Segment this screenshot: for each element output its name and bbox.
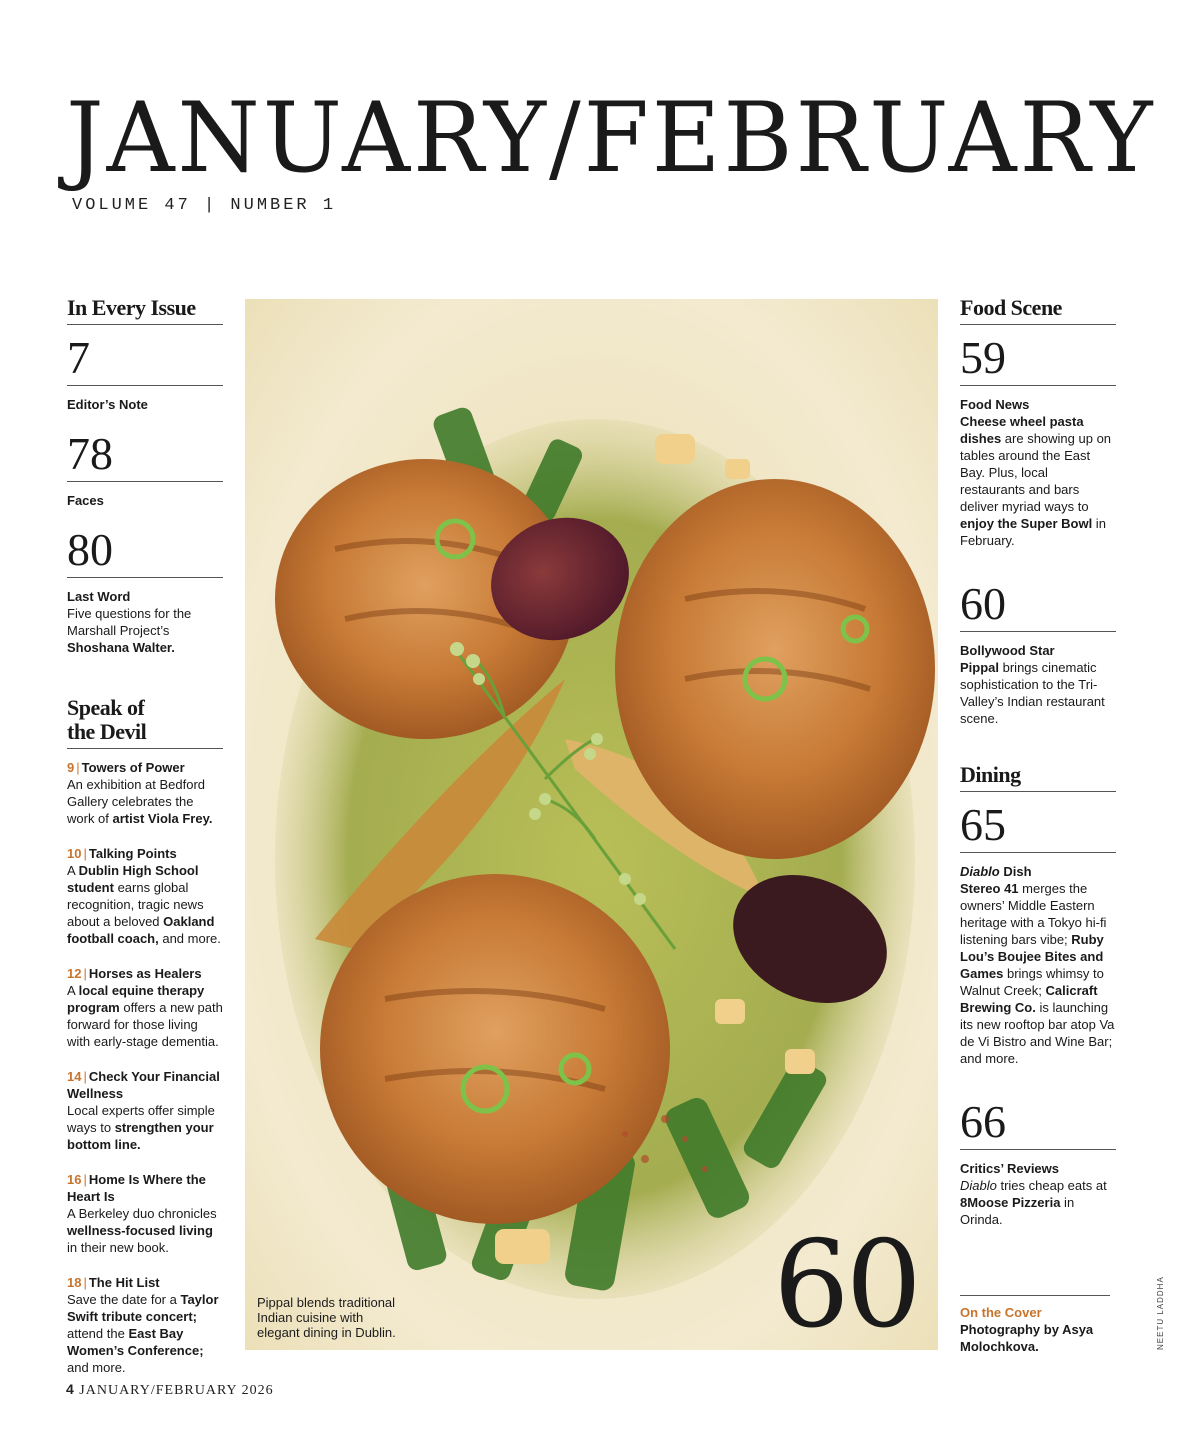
toc-entry[interactable]	[960, 578, 1116, 727]
cover-label: On the Cover	[960, 1305, 1042, 1320]
page-number: 10	[67, 846, 82, 861]
volume-number: VOLUME 47 | NUMBER 1	[72, 196, 337, 215]
page-number: 78	[67, 431, 223, 482]
page-number: 65	[960, 802, 1116, 853]
entry-title: Editor’s Note	[67, 397, 148, 412]
entry-title: Critics’ Reviews	[960, 1161, 1059, 1176]
page-number: 16	[67, 1172, 82, 1187]
entry-body: Pippal brings cinematic sophistication to the Tri-Valley’s Indian restaurant scene.	[960, 660, 1105, 726]
entry-title: Talking Points	[88, 846, 177, 861]
page-number: 60	[960, 581, 1116, 632]
toc-entry[interactable]	[67, 428, 223, 509]
folio-text: JANUARY/FEBRUARY 2026	[79, 1383, 274, 1398]
entry-title: The Hit List	[88, 1275, 160, 1290]
toc-entry[interactable]: 18 | The Hit List Save the date for a Taylor Swift tribute concert; attend the East Bay Women’s Conference; and more.	[67, 1275, 219, 1375]
entry-title: Last Word	[67, 589, 131, 604]
entry-body: Diablo tries cheap eats at 8Moose Pizzeria in Orinda.	[960, 1178, 1107, 1227]
photo-page-number[interactable]: 60	[773, 1216, 918, 1350]
page-number: 18	[67, 1275, 82, 1290]
entry-body: Stereo 41 merges the owners’ Middle Eastern heritage with a Tokyo hi-fi listening bars vibe; Ruby Lou’s Boujee Bites and Games brings whimsy to Walnut Creek; Calicraft Brewing Co. is launching its new rooftop bar atop Va de Vi Bistro and Wine Bar; and more.	[960, 881, 1115, 1066]
page-folio	[66, 1381, 274, 1399]
cover-credit: Photography by Asya Molochkova.	[960, 1322, 1094, 1354]
section-heading-speak-of-the-devil: Speak of the Devil	[67, 696, 223, 749]
page-number: 59	[960, 335, 1116, 386]
right-column	[960, 296, 1116, 1246]
left-column	[67, 296, 223, 1394]
toc-entry[interactable]: 10 | Talking Points A Dublin High School student earns global recognition, tragic news about a beloved Oakland football coach, and more.	[67, 846, 221, 946]
page-number: 7	[67, 335, 223, 386]
folio-page-number: 4	[66, 1381, 75, 1397]
entry-title: Faces	[67, 493, 104, 508]
page-number: 14	[67, 1069, 82, 1084]
cover-food-photo	[245, 299, 938, 1350]
scallops-illustration	[245, 299, 938, 1350]
section-heading-dining: Dining	[960, 763, 1116, 792]
entry-title: Food News	[960, 397, 1030, 412]
page-number: 80	[67, 527, 223, 578]
toc-entry[interactable]: 16 | Home Is Where the Heart Is A Berkeley duo chronicles wellness-focused living in their new book.	[67, 1172, 217, 1255]
toc-entry[interactable]	[67, 332, 223, 413]
page-number: 9	[67, 760, 75, 775]
on-the-cover	[960, 1295, 1110, 1355]
toc-entry[interactable]	[960, 799, 1116, 1067]
photo-caption: Pippal blends traditional Indian cuisine with elegant dining in Dublin.	[257, 1295, 396, 1340]
entry-title: Bollywood Star	[960, 643, 1055, 658]
page-number: 66	[960, 1099, 1116, 1150]
section-heading-food-scene: Food Scene	[960, 296, 1116, 325]
entry-title: Horses as Healers	[88, 966, 202, 981]
entry-body: Cheese wheel pasta dishes are showing up on tables around the East Bay. Plus, local restaurants and bars deliver myriad ways to enjoy the Super Bowl in February.	[960, 414, 1112, 548]
entry-title: Diablo Dish	[960, 864, 1032, 879]
photo-credit: NEETU LADDHA	[1156, 1276, 1165, 1350]
entry-body: Five questions for the Marshall Project’s Shoshana Walter.	[67, 606, 192, 655]
page-number: 12	[67, 966, 82, 981]
toc-entry[interactable]	[960, 1096, 1116, 1228]
entry-title: Home Is Where the Heart Is	[67, 1172, 206, 1204]
toc-entry[interactable]: 9 | Towers of Power An exhibition at Bedford Gallery celebrates the work of artist Viola Frey.	[67, 760, 213, 826]
section-heading-in-every-issue: In Every Issue	[67, 296, 223, 325]
toc-entry[interactable]: 14 | Check Your Financial Wellness Local experts offer simple ways to strengthen your bottom line.	[67, 1069, 220, 1152]
toc-entry[interactable]: 12 | Horses as Healers A local equine therapy program offers a new path forward for those living with early-stage dementia.	[67, 966, 223, 1049]
entry-title: Towers of Power	[81, 760, 185, 775]
entry-title: Check Your Financial Wellness	[67, 1069, 220, 1101]
toc-entry[interactable]	[960, 332, 1116, 549]
issue-title: JANUARY/FEBRUARY	[66, 82, 1156, 194]
toc-entry[interactable]	[67, 524, 223, 656]
